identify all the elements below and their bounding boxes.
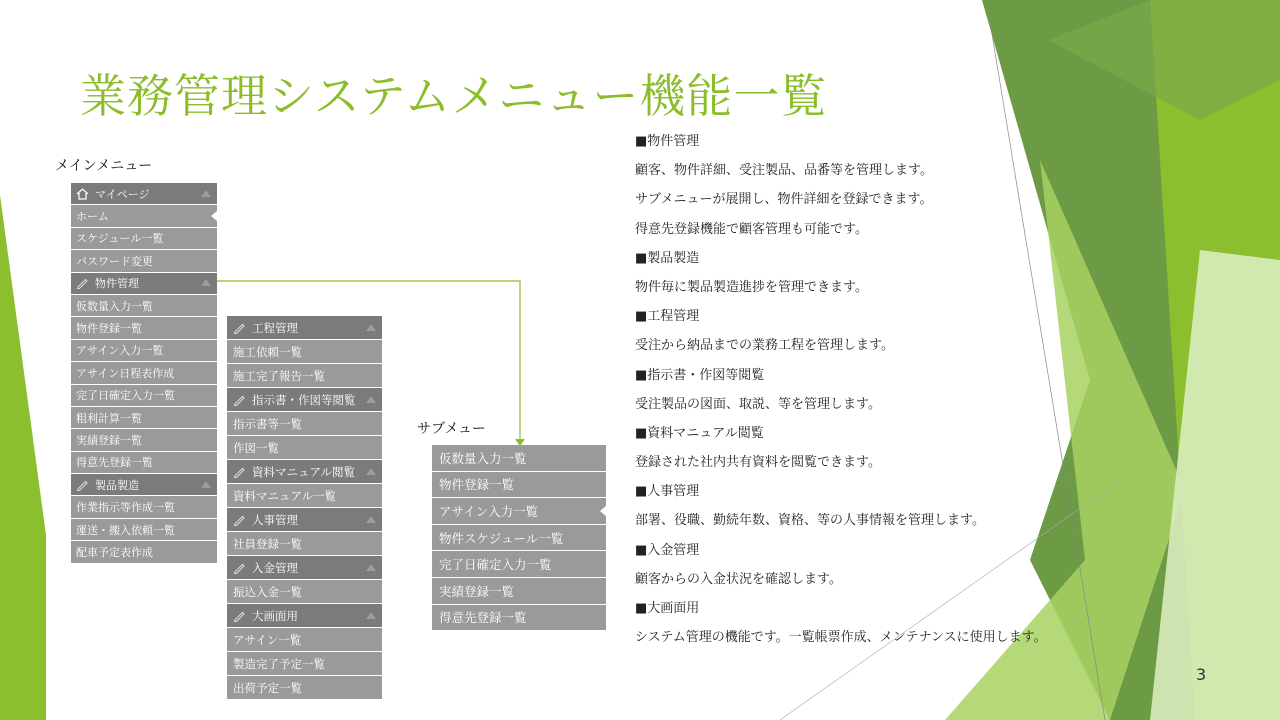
menu-header-hr[interactable] bbox=[227, 508, 382, 532]
description-text: 顧客、物件詳細、受注製品、品番等を管理します。 bbox=[635, 163, 933, 179]
menu-item-label: 人事管理 bbox=[252, 512, 298, 527]
menu-item-password[interactable]: パスワード変更 bbox=[71, 250, 217, 272]
menu-item-provisional-qty[interactable]: 仮数量入力一覧 bbox=[71, 295, 217, 317]
description-text: 顧客からの入金状況を確認します。 bbox=[635, 571, 842, 587]
menu-header-process[interactable] bbox=[227, 316, 382, 340]
menu-header-instruction[interactable] bbox=[227, 388, 382, 412]
menu-item-transport[interactable]: 運送・搬入依頼一覧 bbox=[71, 519, 217, 541]
description-text: サブメニューが展開し、物件詳細を登録できます。 bbox=[635, 192, 933, 208]
menu-item-employee-reg[interactable]: 社員登録一覧 bbox=[227, 532, 382, 556]
description-text: 物件毎に製品製造進捗を管理できます。 bbox=[635, 279, 868, 295]
description-text: 登録された社内共有資料を閲覧できます。 bbox=[635, 455, 881, 471]
description-text: システム管理の機能です。一覧帳票作成、メンテナンスに使用します。 bbox=[635, 630, 1047, 646]
menu-header-payment[interactable] bbox=[227, 556, 382, 580]
menu-item-results-reg[interactable]: 実績登録一覧 bbox=[71, 429, 217, 451]
section-heading-process: ■工程管理 bbox=[635, 309, 700, 325]
slide-title: 業務管理システムメニュー機能一覧 bbox=[80, 69, 828, 123]
pencil-icon bbox=[233, 466, 247, 478]
description-text: 得意先登録機能で顧客管理も可能です。 bbox=[635, 221, 868, 237]
section-heading-payment: ■入金管理 bbox=[635, 542, 700, 558]
submenu-item-results-reg[interactable]: 実績登録一覧 bbox=[432, 578, 606, 605]
menu-item-label: マイページ bbox=[95, 187, 150, 201]
menu-item-label: 資料マニュアル閲覧 bbox=[252, 464, 356, 479]
pencil-icon bbox=[76, 277, 90, 289]
pencil-icon bbox=[233, 514, 247, 526]
pencil-icon bbox=[233, 394, 247, 406]
section-heading-manual: ■資料マニュアル閲覧 bbox=[635, 425, 764, 441]
menu-item-label: 物件管理 bbox=[95, 277, 139, 291]
menu-item-mfg-completion[interactable]: 製造完了予定一覧 bbox=[227, 652, 382, 676]
menu-item-gross-profit[interactable]: 粗利計算一覧 bbox=[71, 407, 217, 429]
pencil-icon bbox=[233, 610, 247, 622]
menu-item-label: 指示書・作図等閲覧 bbox=[252, 392, 356, 407]
main-menu-caption: メインメニュー bbox=[55, 158, 153, 174]
menu-item-completion-date[interactable]: 完了日確定入力一覧 bbox=[71, 385, 217, 407]
menu-header-manual[interactable] bbox=[227, 460, 382, 484]
menu-item-label: 入金管理 bbox=[252, 560, 298, 575]
home-icon bbox=[76, 188, 90, 200]
menu-item-label: 製品製造 bbox=[95, 478, 139, 492]
section-heading-big-screen: ■大画面用 bbox=[635, 601, 700, 616]
menu-item-assign-schedule[interactable]: アサイン日程表作成 bbox=[71, 362, 217, 384]
menu-item-home[interactable]: ホーム bbox=[71, 205, 217, 227]
feature-description-list bbox=[635, 134, 1080, 645]
menu-item-label: 工程管理 bbox=[252, 320, 298, 335]
menu-item-label: 大画面用 bbox=[252, 608, 298, 623]
submenu-item-property-reg[interactable]: 物件登録一覧 bbox=[432, 472, 606, 499]
menu-header-property[interactable] bbox=[71, 273, 217, 295]
menu-item-assign-list[interactable]: アサイン一覧 bbox=[227, 628, 382, 652]
menu-header-big-screen[interactable] bbox=[227, 604, 382, 628]
menu-item-construction-request[interactable]: 施工依頼一覧 bbox=[227, 340, 382, 364]
left-accent-shape bbox=[0, 195, 46, 720]
submenu-item-assign-input[interactable]: アサイン入力一覧 bbox=[432, 498, 606, 525]
pencil-icon bbox=[233, 322, 247, 334]
menu-item-assign-input[interactable]: アサイン入力一覧 bbox=[71, 340, 217, 362]
submenu-item-customer-reg[interactable]: 得意先登録一覧 bbox=[432, 605, 606, 632]
menu-item-work-instruction[interactable]: 作業指示等作成一覧 bbox=[71, 496, 217, 518]
menu-item-schedule[interactable]: スケジュール一覧 bbox=[71, 228, 217, 250]
pencil-icon bbox=[76, 479, 90, 491]
pencil-icon bbox=[233, 562, 247, 574]
menu-item-delivery-plan[interactable]: 配車予定表作成 bbox=[71, 541, 217, 563]
description-text: 部署、役職、勤続年数、資格、等の人事情報を管理します。 bbox=[635, 513, 985, 529]
main-menu-panel bbox=[71, 183, 217, 564]
menu-header-mypage[interactable] bbox=[71, 183, 217, 205]
submenu-item-provisional-qty[interactable]: 仮数量入力一覧 bbox=[432, 445, 606, 472]
menu-item-shipping-plan[interactable]: 出荷予定一覧 bbox=[227, 676, 382, 700]
description-text: 受注から納品までの業務工程を管理します。 bbox=[635, 338, 894, 354]
section-heading-hr: ■人事管理 bbox=[635, 484, 700, 500]
menu-item-customer-reg[interactable]: 得意先登録一覧 bbox=[71, 452, 217, 474]
menu-item-construction-report[interactable]: 施工完了報告一覧 bbox=[227, 364, 382, 388]
sub-menu-panel bbox=[432, 445, 606, 631]
menu-item-transfer-list[interactable]: 振込入金一覧 bbox=[227, 580, 382, 604]
submenu-item-property-schedule[interactable]: 物件スケジュール一覧 bbox=[432, 525, 606, 552]
page-number: 3 bbox=[1196, 665, 1207, 684]
description-text: 受注製品の図面、取説、等を管理します。 bbox=[635, 396, 881, 412]
section-heading-property: ■物件管理 bbox=[635, 134, 700, 149]
submenu-item-completion-date[interactable]: 完了日確定入力一覧 bbox=[432, 551, 606, 578]
menu-item-property-reg[interactable]: 物件登録一覧 bbox=[71, 317, 217, 339]
menu-item-manual-list[interactable]: 資料マニュアル一覧 bbox=[227, 484, 382, 508]
section-heading-instruction: ■指示書・作図等閲覧 bbox=[635, 367, 765, 383]
secondary-menu-panel bbox=[227, 316, 382, 700]
menu-item-drawing-list[interactable]: 作図一覧 bbox=[227, 436, 382, 460]
section-heading-manufacturing: ■製品製造 bbox=[635, 250, 700, 266]
menu-item-instruction-list[interactable]: 指示書等一覧 bbox=[227, 412, 382, 436]
menu-header-manufacturing[interactable] bbox=[71, 474, 217, 496]
sub-menu-caption: サブメュー bbox=[417, 421, 486, 437]
